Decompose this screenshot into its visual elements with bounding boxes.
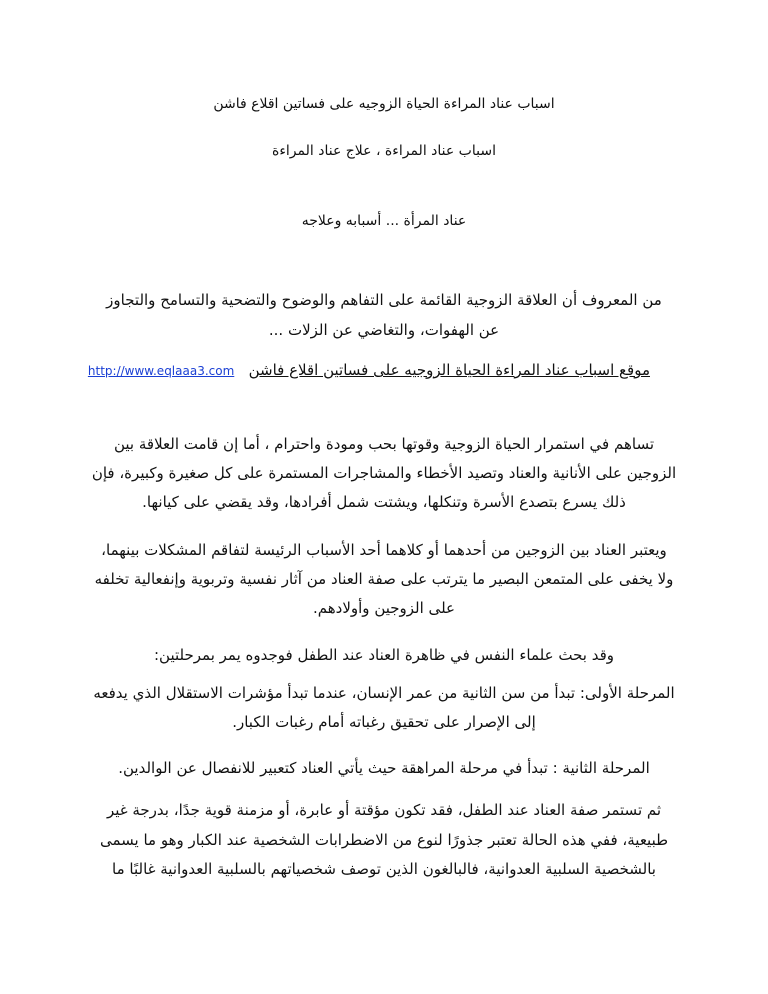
paragraph-line: ثم تستمر صفة العناد عند الطفل، فقد تكون مؤقتة أو عابرة، أو مزمنة قوية جدًا، بدرجة غير (106, 801, 662, 819)
paragraph-line: على الزوجين وأولادهم. (313, 599, 455, 617)
paragraph-line: ذلك يسرع بتصدع الأسرة وتنكلها، ويشتت شمل أفرادها، وقد يقضي على كيانها. (142, 493, 626, 511)
paragraph-line: المرحلة الثانية : تبدأ في مرحلة المراهقة حيث يأتي العناد كتعبير للانفصال عن الوالدين. (118, 759, 650, 777)
paragraph-line: طبيعية، ففي هذه الحالة تعتبر جذورًا لنوع من الاضطرابات الشخصية عند الكبار وهو ما يسمى (99, 831, 669, 849)
paragraph-line: بالشخصية السلبية العدوانية، فالبالغون الذين توصف شخصياتهم بالسلبية العدوانية غالبًا ما (112, 860, 656, 878)
document-subtitle: اسباب عناد المراءة ، علاج عناد المراءة (272, 143, 496, 159)
intro-line-2: عن الهفوات، والتغاضي عن الزلات ... (268, 321, 500, 339)
document-title: اسباب عناد المراءة الحياة الزوجيه على فساتين اقلاع فاشن (213, 96, 555, 112)
source-url-link[interactable]: http://www.eqlaaa3.com (87, 364, 235, 378)
paragraph-line: ويعتبر العناد بين الزوجين من أحدهما أو كلاهما أحد الأسباب الرئيسة لتفاقم المشكلات بينهما، (101, 541, 667, 559)
paragraph-line: الزوجين على الأنانية والعناد وتصيد الأخطاء والمشاجرات المستمرة على كل صغيرة وكبيرة، فإن (91, 464, 677, 482)
source-line (87, 360, 650, 381)
paragraph-line: وقد بحث علماء النفس في ظاهرة العناد عند الطفل فوجدوه يمر بمرحلتين: (153, 646, 614, 664)
intro-line-1: من المعروف أن العلاقة الزوجية القائمة على التفاهم والوضوح والتضحية والتسامح والتجاوز (106, 291, 662, 309)
section-heading: عناد المرأة ... أسبابه وعلاجه (301, 213, 467, 229)
source-site-label: موقع اسباب عناد المراءة الحياة الزوجيه على فساتين اقلاع فاشن (248, 361, 650, 379)
paragraph-line: إلى الإصرار على تحقيق رغباته أمام رغبات الكبار. (232, 713, 536, 731)
paragraph-line: ولا يخفى على المتمعن البصير ما يترتب على صفة العناد من آثار نفسية وتربوية وإنفعالية تخلفه (94, 570, 674, 588)
paragraph-line: تساهم في استمرار الحياة الزوجية وقوتها بحب ومودة واحترام ، أما إن قامت العلاقة بين (113, 435, 654, 453)
paragraph-line: المرحلة الأولى: تبدأ من سن الثانية من عمر الإنسان، عندما تبدأ مؤشرات الاستقلال الذي يدفعه (93, 684, 675, 702)
